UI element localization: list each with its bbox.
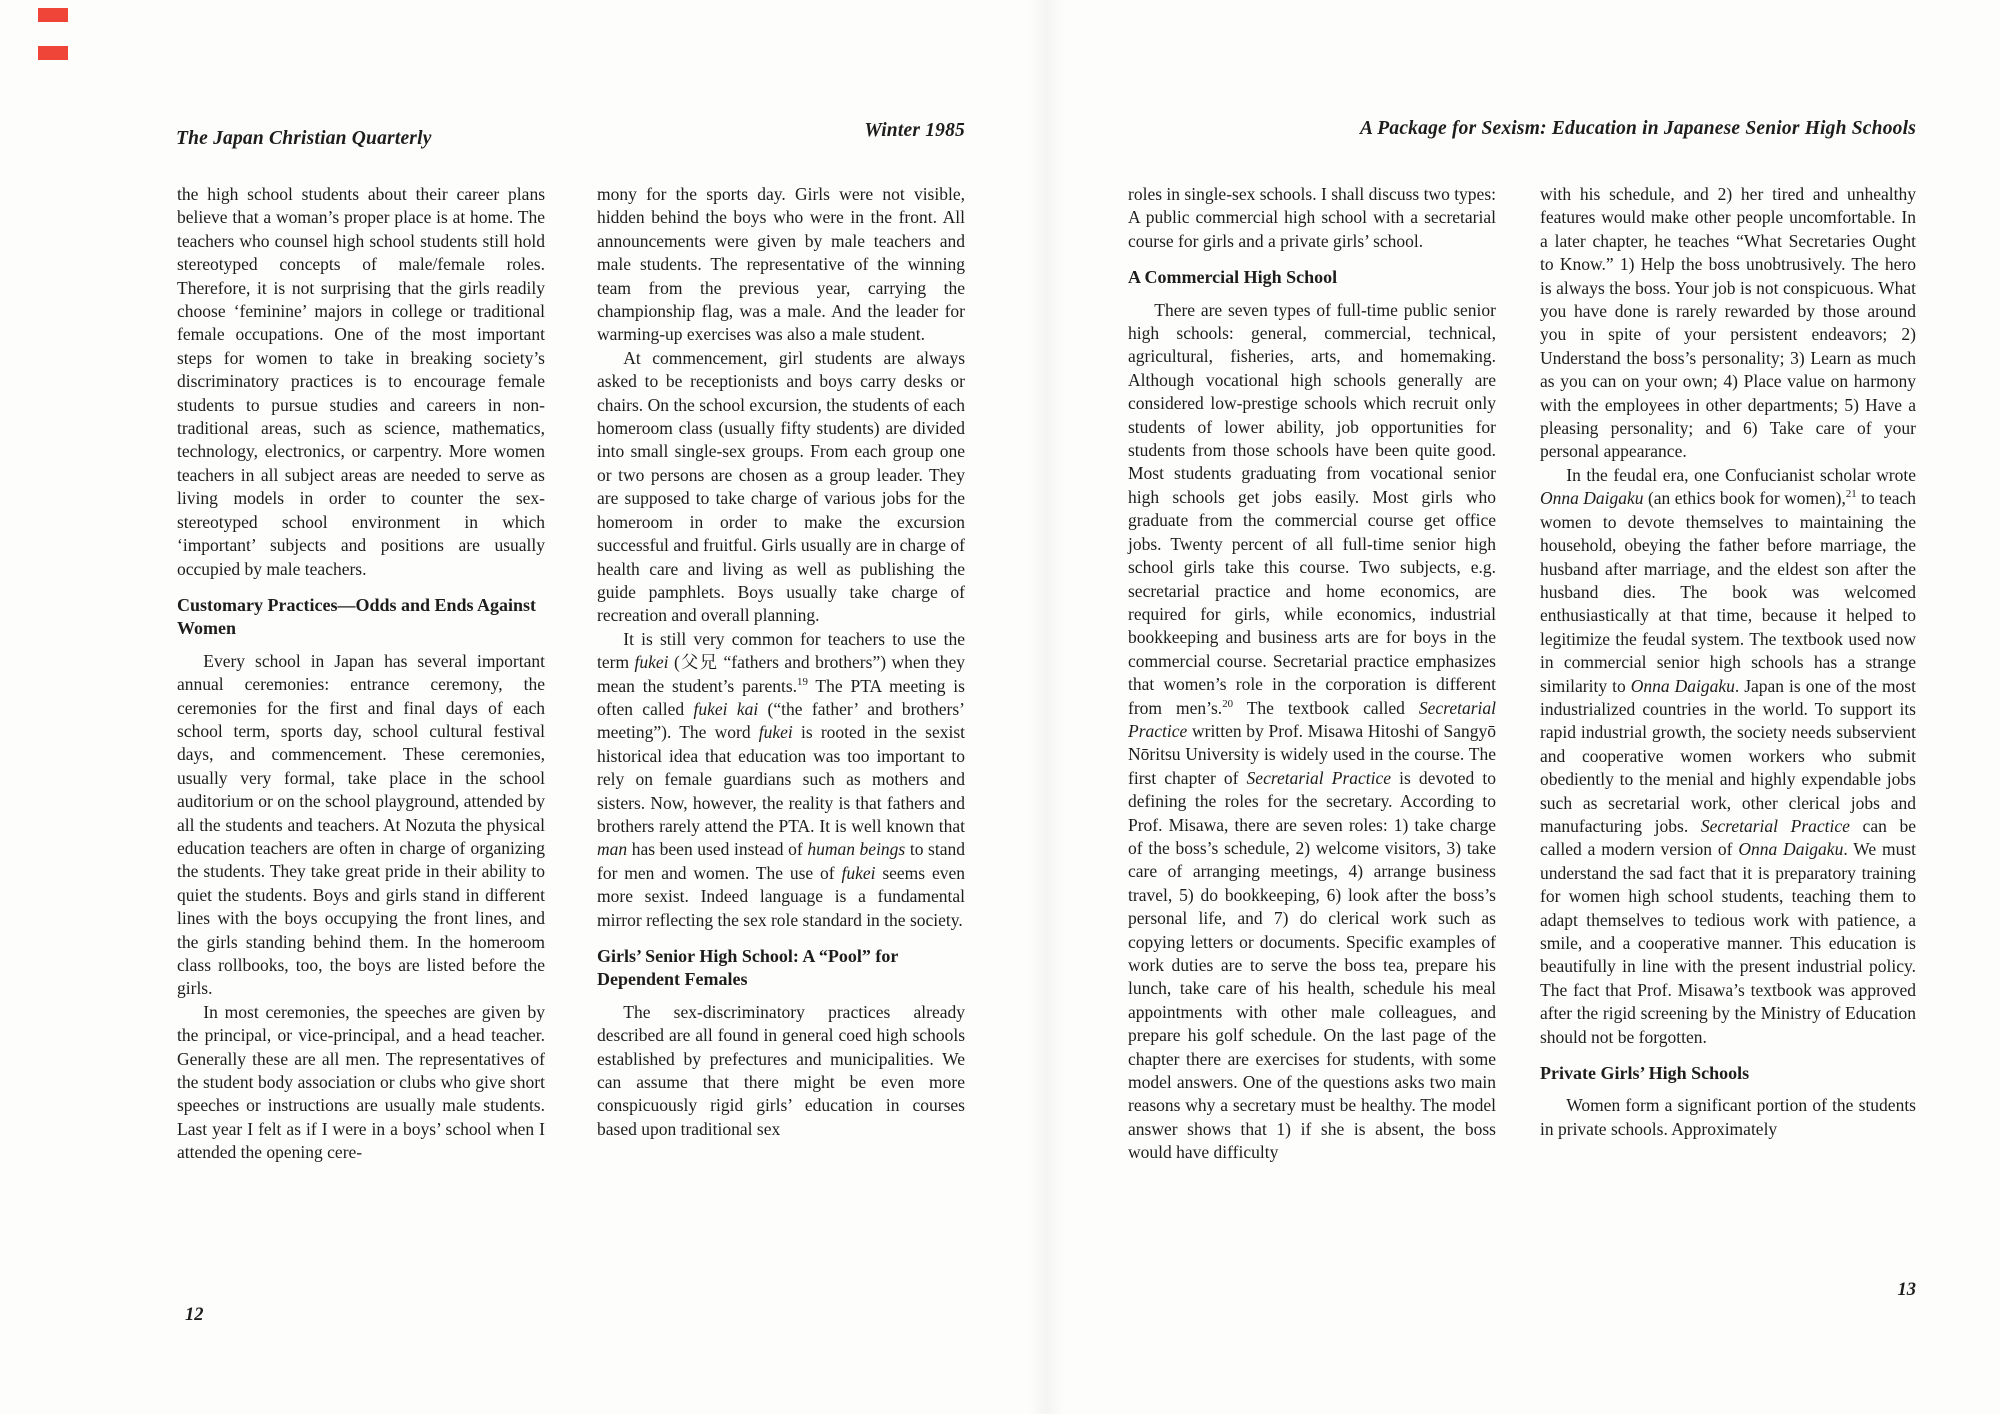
body-paragraph: The sex-discriminatory practices already described are all found in general coed high schools established by prefectures and municipalities. We can assume that there might be even more conspicuously rigid girls’ education in courses based upon traditional sex: [597, 1001, 965, 1139]
body-paragraph: It is still very common for teachers to use the term fukei (父兄 “fathers and brothers”) when they mean the student’s parents.$^{19}$ The PTA meeting is often called fukei kai (“the father’ and brothers’ meeting”). The word fukei is rooted in the sexist historical idea that education was too important to rely on female guardians such as mothers and sisters. Now, however, the reality is that fathers and brothers rarely attend the PTA. It is well known that man has been used instead of human beings to stand for men and women. The use of fukei seems even more sexist. Indeed language is a fundamental mirror reflecting the sex role standard in the society.: [597, 628, 966, 930]
body-paragraph: In the feudal era, one Confucianist scholar wrote Onna Daigaku (an ethics book for women),$^{21}$ to teach women to devote themselves to maintaining the household, obeying the father before marriage, the husband after marriage, and the eldest son after the husband dies. The book was welcomed enthusiastically at that time, because it helped to legitimize the feudal system. The textbook used now in commercial senior high schools has a strange similarity to Onna Daigaku. Japan is one of the most industrialized countries in the world. To support its rapid industrial growth, the society needs subservient and cooperative women workers who submit obediently to the menial and highly expendable jobs such as secretarial work, other clerical jobs and manufacturing jobs. Secretarial Practice can be called a modern version of Onna Daigaku. We must understand the sad fact that it is preparatory training for women high school students, teaching them to adapt themselves to tedious work with patience, a smile, and a cooperative manner. This education is beautifully in line with the present industrial policy. The fact that Prof. Misawa’s textbook was approved after the rigid screening by the Ministry of Education should not be forgotten.: [1540, 464, 1917, 1047]
body-paragraph: roles in single-sex schools. I shall discuss two types: A public commercial high school with a secretarial course for girls and a private girls’ school.: [1128, 184, 1496, 251]
red-registration-mark: [38, 46, 68, 60]
body-paragraph: At commencement, girl students are always asked to be receptionists and boys carry desks or chairs. On the school excursion, the students of each homeroom class (usually fifty students) are divided into small single-sex groups. From each group one or two persons are chosen as a group leader. They are supposed to take charge of various jobs for the homeroom in order to make the excursion successful and fruitful. Girls usually are in charge of health care and living as well as publishing the guide pamphlets. Boys usually take charge of recreation and overall planning.: [597, 347, 965, 626]
text-column-left-page-1: [177, 183, 545, 1165]
body-paragraph: mony for the sports day. Girls were not visible, hidden behind the boys who were in the front. All announcements were given by male teachers and male students. The representative of the winning team from the previous year, carrying the championship flag, was a male. And the leader for warming-up exercises was also a male student.: [597, 184, 965, 345]
text-column-left-page-2: [597, 183, 965, 1141]
body-paragraph: There are seven types of full-time public senior high schools: general, commercial, technical, agricultural, fisheries, arts, and homemaking. Although vocational high schools generally are considered low-prestige schools which recruit only students of lower ability, job opportunities for students from those schools have been quite good. Most students graduating from vocational senior high schools get jobs easily. Most girls who graduate from the commercial course get office jobs. Twenty percent of all full-time senior high school girls take this course. Two subjects, e.g. secretarial practice and home economics, are required for girls, while economics, industrial bookkeeping and business arts are for boys in the commercial course. Secretarial practice emphasizes that women’s role in the corporation is different from men’s.$^{20}$ The textbook called Secretarial Practice written by Prof. Misawa Hitoshi of Sangyō Nōritsu University is widely used in the course. The first chapter of Secretarial Practice is devoted to defining the roles for the secretary. According to Prof. Misawa, there are seven roles: 1) take charge of the boss’s schedule, 2) welcome visitors, 3) take care of arranging meetings, 4) arrange business travel, 5) do bookkeeping, 6) look after the boss’s personal life, and 7) do clerical work such as copying letters or documents. Specific examples of work duties are to serve the boss tea, prepare his lunch, take care of his health, schedule his meal appointments with other male colleagues, and prepare his golf schedule. On the last page of the chapter there are exercises for students, with some model answers. One of the questions asks two main reasons why a secretary must be healthy. The model answer shows that 1) if she is absent, the boss would have difficulty: [1128, 299, 1496, 1163]
body-paragraph: In most ceremonies, the speeches are given by the principal, or vice-principal, and a head teacher. Generally these are all men. The representatives of the student body association or clubs who give short speeches or instructions are usually male students. Last year I felt as if I were in a boys’ school when I attended the opening cere-: [177, 1001, 545, 1163]
body-paragraph: Women form a significant portion of the students in private schools. Approximately: [1540, 1095, 1916, 1139]
body-paragraph: the high school students about their career plans believe that a woman’s proper place is at home. The teachers who counsel high school students still hold stereotyped concepts of male/female roles. Therefore, it is not surprising that the girls readily choose ‘feminine’ majors in college or traditional female occupations. One of the most important steps for women to take in breaking society’s discriminatory practices is to encourage female students to pursue studies and careers in non-traditional areas, such as science, mathematics, technology, electronics, or carpentry. More women teachers in all subject areas are needed to serve as living models in order to counter the sex-stereotyped school environment in which ‘important’ subjects and positions are usually occupied by male teachers.: [177, 184, 545, 579]
text-column-right-page-2: [1540, 183, 1916, 1141]
section-heading: Customary Practices—Odds and Ends Against Women: [177, 594, 537, 639]
section-heading: A Commercial High School: [1128, 267, 1338, 288]
running-head-journal-title: The Japan Christian Quarterly: [176, 128, 432, 149]
body-paragraph: Every school in Japan has several important annual ceremonies: entrance ceremony, the ceremonies for the first and final days of each school term, sports day, school cultural festival days, and commencement. These ceremonies, usually very formal, take place in the school auditorium or on the school playground, attended by all the students and teachers. At Nozuta the physical education teachers are often in charge of organizing the students. They take great pride in their ability to quiet the students. Boys and girls stand in different lines with the boys occupying the front lines, and the girls standing behind them. In the homeroom class rollbooks, too, the boys are listed before the girls.: [177, 650, 545, 999]
section-heading: Girls’ Senior High School: A “Pool” for Dependent Females: [597, 946, 899, 990]
running-head-issue-date: Winter 1985: [864, 120, 965, 141]
page-number-left: 12: [185, 1305, 204, 1325]
running-head-article-title: A Package for Sexism: Education in Japanese Senior High Schools: [1360, 118, 1916, 139]
section-heading: Private Girls’ High Schools: [1540, 1063, 1750, 1084]
page-gutter-shadow: [1028, 0, 1064, 1414]
body-paragraph: with his schedule, and 2) her tired and unhealthy features would make other people uncomfortable. In a later chapter, he teaches “What Secretaries Ought to Know.” 1) Help the boss unobtrusively. The hero is always the boss. Your job is not conspicuous. What you have done is rarely rewarded by those around you in spite of your persistent endeavors; 2) Understand the boss’s personality; 3) Learn as much as you can on your own; 4) Place value on harmony with the employees in other departments; 5) Have a pleasing personality; and 6) Take care of your personal appearance.: [1540, 184, 1916, 462]
red-registration-mark: [38, 8, 68, 22]
page-number-right: 13: [1897, 1280, 1916, 1300]
text-column-right-page-1: [1128, 183, 1496, 1165]
